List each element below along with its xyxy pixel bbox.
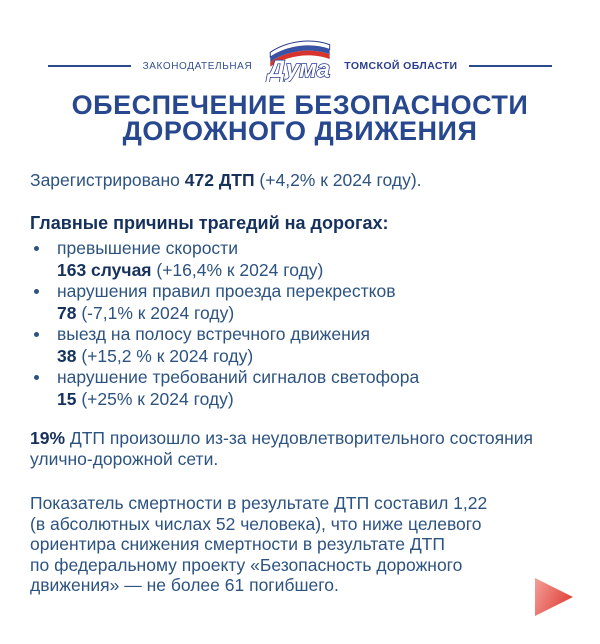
registered-change: (+4,2% к 2024 году). — [254, 170, 422, 190]
road-condition-paragraph — [30, 428, 570, 470]
cause-value: 38 — [57, 345, 77, 366]
road-condition-text: ДТП произошло из-за неудовлетворительного состояния улично-дорожной сети. — [30, 428, 534, 469]
mortality-line: Показатель смертности в результате ДТП составил 1,22 — [30, 493, 488, 513]
brand-header — [30, 44, 570, 82]
page-title — [30, 92, 570, 144]
cause-change: (+15,2 % к 2024 году) — [76, 345, 254, 366]
bullet-dot — [34, 246, 39, 251]
bullet-dot — [34, 375, 39, 380]
cause-label: нарушение требований сигналов светофора — [57, 367, 420, 387]
infographic-card — [0, 44, 600, 644]
page-title-line2: ДОРОЖНОГО ДВИЖЕНИЯ — [122, 116, 478, 146]
cause-value: 78 — [57, 302, 77, 323]
mortality-paragraph — [30, 493, 570, 596]
cause-label: нарушения правил проезда перекрестков — [57, 281, 396, 301]
mortality-line: движения» — не более 61 погибшего. — [30, 575, 339, 596]
registered-value: 472 ДТП — [184, 170, 255, 190]
cause-change: (-7,1% к 2024 году) — [76, 302, 235, 323]
causes-heading: Главные причины трагедий на дорогах: — [30, 213, 389, 233]
mortality-line: (в абсолютных числах 52 человека), что ниже целевого — [30, 513, 482, 534]
cause-item-traffic-lights — [30, 367, 570, 410]
header-left-rule — [48, 65, 131, 67]
causes-list — [30, 238, 570, 410]
registered-accidents-line — [30, 170, 570, 191]
cause-item-speeding — [30, 238, 570, 281]
cause-item-oncoming-lane — [30, 324, 570, 367]
bullet-dot — [34, 332, 39, 337]
header-right-rule — [469, 65, 552, 67]
brand-left-label: ЗАКОНОДАТЕЛЬНАЯ — [142, 60, 253, 72]
page-title-line1: ОБЕСПЕЧЕНИЕ БЕЗОПАСНОСТИ — [71, 90, 529, 120]
brand-right-label: ТОМСКОЙ ОБЛАСТИ — [344, 60, 458, 72]
bullet-dot — [34, 289, 39, 294]
duma-logo-text: Дума — [268, 56, 331, 82]
cause-label: выезд на полосу встречного движения — [57, 324, 371, 344]
mortality-line: ориентира снижения смертности в результате ДТП — [30, 534, 445, 555]
cause-label: превышение скорости — [57, 238, 238, 258]
mortality-line: по федеральному проекту «Безопасность дорожного — [30, 554, 463, 575]
cause-change: (+25% к 2024 году) — [76, 388, 234, 409]
cause-value: 163 случая — [57, 259, 152, 280]
cause-item-intersections — [30, 281, 570, 324]
cause-value: 15 — [57, 388, 77, 409]
registered-prefix: Зарегистрировано — [30, 170, 185, 190]
cause-change: (+16,4% к 2024 году) — [151, 259, 324, 280]
duma-logo — [260, 36, 338, 82]
road-condition-value: 19% — [30, 428, 66, 448]
